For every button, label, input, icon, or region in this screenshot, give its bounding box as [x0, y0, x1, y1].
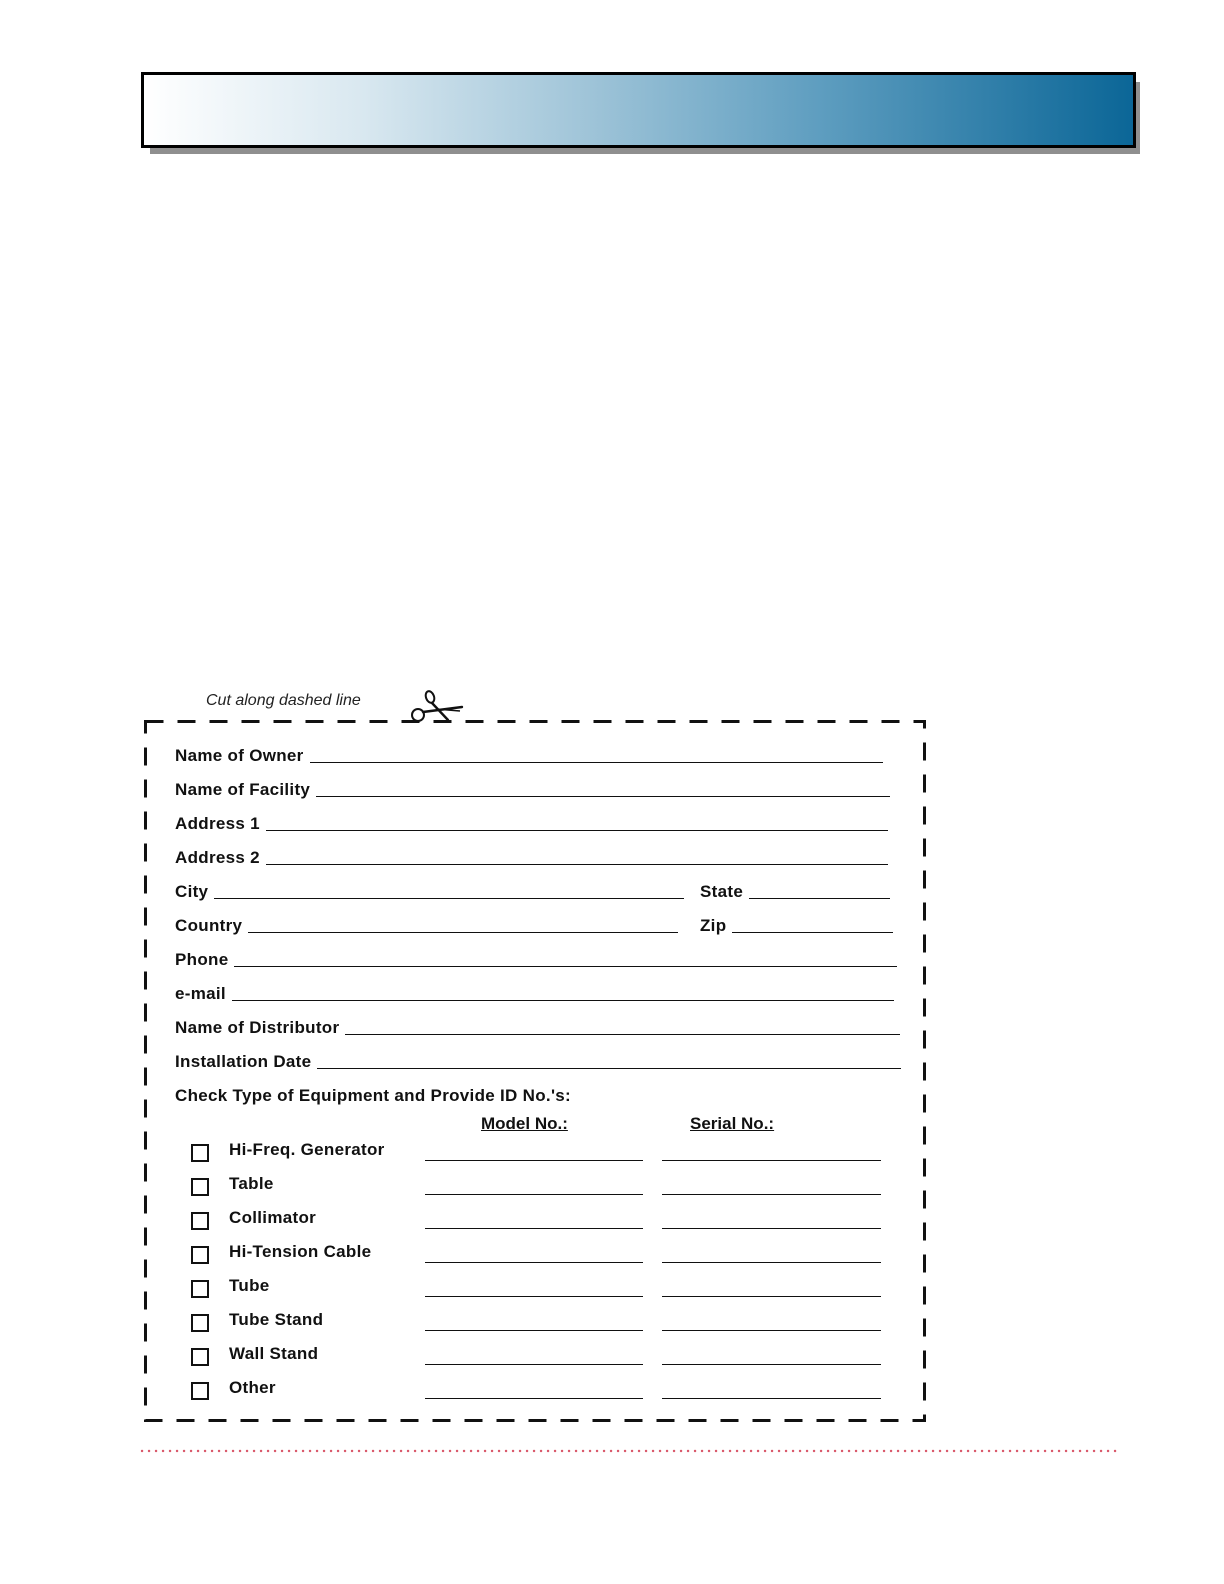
- tube-stand-model-input[interactable]: [425, 1330, 643, 1331]
- hi-tension-cable-model-input[interactable]: [425, 1262, 643, 1263]
- city-field[interactable]: [175, 880, 684, 902]
- country-field[interactable]: [175, 914, 678, 936]
- equipment-row-hi-tension-cable: [144, 1240, 926, 1268]
- state-field[interactable]: [700, 880, 890, 902]
- address2-input-line[interactable]: [266, 846, 888, 865]
- other-model-input[interactable]: [425, 1398, 643, 1399]
- hi-tension-cable-label: Hi-Tension Cable: [229, 1242, 372, 1261]
- tube-stand-label: Tube Stand: [229, 1310, 324, 1329]
- country-label: Country: [175, 916, 243, 935]
- tube-model-input[interactable]: [425, 1296, 643, 1297]
- city-input-line[interactable]: [214, 880, 684, 899]
- tube-label: Tube: [229, 1276, 270, 1295]
- install-date-label: Installation Date: [175, 1052, 312, 1071]
- phone-label: Phone: [175, 950, 229, 969]
- zip-input-line[interactable]: [732, 914, 893, 933]
- generator-checkbox[interactable]: [191, 1144, 209, 1162]
- facility-label: Name of Facility: [175, 780, 311, 799]
- hi-tension-cable-checkbox[interactable]: [191, 1246, 209, 1264]
- city-label: City: [175, 882, 209, 901]
- cut-instruction: Cut along dashed line: [206, 692, 361, 709]
- distributor-field[interactable]: [175, 1016, 900, 1038]
- wall-stand-model-input[interactable]: [425, 1364, 643, 1365]
- address2-label: Address 2: [175, 848, 260, 867]
- equipment-row-collimator: [144, 1206, 926, 1234]
- wall-stand-checkbox[interactable]: [191, 1348, 209, 1366]
- email-label: e-mail: [175, 984, 226, 1003]
- equipment-row-generator: [144, 1138, 926, 1166]
- zip-label: Zip: [700, 916, 727, 935]
- email-input-line[interactable]: [232, 982, 894, 1001]
- state-label: State: [700, 882, 744, 901]
- collimator-model-input[interactable]: [425, 1228, 643, 1229]
- header-banner: [141, 72, 1136, 148]
- install-date-input-line[interactable]: [317, 1050, 901, 1069]
- address1-field[interactable]: [175, 812, 888, 834]
- tube-stand-checkbox[interactable]: [191, 1314, 209, 1332]
- facility-field[interactable]: [175, 778, 890, 800]
- other-serial-input[interactable]: [662, 1398, 881, 1399]
- address1-label: Address 1: [175, 814, 260, 833]
- equipment-row-tube: [144, 1274, 926, 1302]
- equipment-row-tube-stand: [144, 1308, 926, 1336]
- owner-label: Name of Owner: [175, 746, 304, 765]
- serial-column-header: Serial No.:: [690, 1114, 775, 1133]
- country-input-line[interactable]: [248, 914, 678, 933]
- tube-checkbox[interactable]: [191, 1280, 209, 1298]
- facility-input-line[interactable]: [316, 778, 890, 797]
- phone-input-line[interactable]: [234, 948, 897, 967]
- owner-field[interactable]: [175, 744, 883, 766]
- address1-input-line[interactable]: [266, 812, 888, 831]
- email-field[interactable]: [175, 982, 894, 1004]
- phone-field[interactable]: [175, 948, 897, 970]
- generator-serial-input[interactable]: [662, 1160, 881, 1161]
- address2-field[interactable]: [175, 846, 888, 868]
- equipment-row-table: [144, 1172, 926, 1200]
- equipment-row-wall-stand: [144, 1342, 926, 1370]
- other-label: Other: [229, 1378, 276, 1397]
- collimator-label: Collimator: [229, 1208, 317, 1227]
- install-date-field[interactable]: [175, 1050, 901, 1072]
- tube-serial-input[interactable]: [662, 1296, 881, 1297]
- table-checkbox[interactable]: [191, 1178, 209, 1196]
- generator-label: Hi-Freq. Generator: [229, 1140, 385, 1159]
- other-checkbox[interactable]: [191, 1382, 209, 1400]
- footer-dotted-divider: [140, 1448, 1124, 1454]
- model-column-header: Model No.:: [481, 1114, 568, 1133]
- equipment-heading: Check Type of Equipment and Provide ID No.'s:: [175, 1086, 571, 1105]
- table-model-input[interactable]: [425, 1194, 643, 1195]
- state-input-line[interactable]: [749, 880, 890, 899]
- collimator-serial-input[interactable]: [662, 1228, 881, 1229]
- wall-stand-serial-input[interactable]: [662, 1364, 881, 1365]
- owner-input-line[interactable]: [310, 744, 883, 763]
- generator-model-input[interactable]: [425, 1160, 643, 1161]
- registration-form: [144, 720, 926, 1422]
- wall-stand-label: Wall Stand: [229, 1344, 319, 1363]
- tube-stand-serial-input[interactable]: [662, 1330, 881, 1331]
- distributor-label: Name of Distributor: [175, 1018, 340, 1037]
- scissors-icon: [408, 690, 464, 724]
- hi-tension-cable-serial-input[interactable]: [662, 1262, 881, 1263]
- zip-field[interactable]: [700, 914, 893, 936]
- equipment-row-other: [144, 1376, 926, 1404]
- table-label: Table: [229, 1174, 274, 1193]
- table-serial-input[interactable]: [662, 1194, 881, 1195]
- distributor-input-line[interactable]: [345, 1016, 900, 1035]
- collimator-checkbox[interactable]: [191, 1212, 209, 1230]
